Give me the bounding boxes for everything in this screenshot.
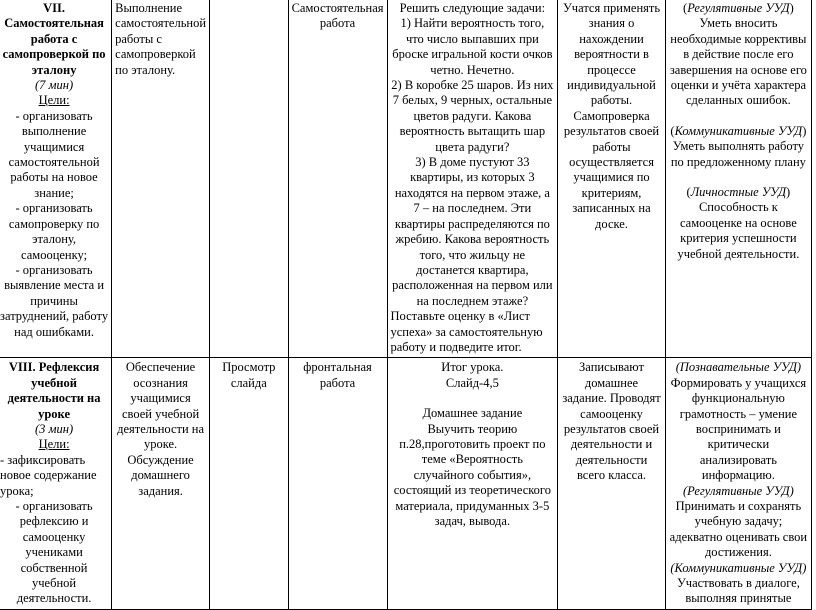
stage-cell: [0, 0, 112, 358]
uud-line: критерия успешности: [680, 231, 797, 246]
lesson-summary: Итог урока.: [441, 360, 504, 375]
teacher-activity-cell: [387, 0, 558, 358]
goal-item: - зафиксировать новое содержание урока;: [0, 452, 97, 498]
uud-line: функциональную: [691, 391, 785, 406]
uud-line: по предложенному плану: [670, 154, 806, 169]
teacher-aim-cell: [112, 0, 210, 358]
teacher-aim-text: Обеспечение осознания учащимися своей учебной деятельности на уроке. Обсуждение домашнего задания.: [117, 360, 205, 498]
resources-cell: [210, 0, 289, 358]
uud-line: Принимать и сохранять: [675, 499, 802, 513]
teacher-aim-cell: [112, 358, 210, 610]
work-form-text: Самостоятельная работа: [291, 1, 384, 31]
uud-line: анализировать: [699, 452, 777, 467]
uud-label: (Регулятивные УУД): [683, 483, 794, 498]
uud-line: Уметь вносить: [699, 16, 778, 31]
goals-label: Цели:: [38, 437, 70, 452]
goals-label: Цели:: [38, 93, 70, 108]
teacher-activity-cell: [387, 358, 558, 610]
stage-cell: [0, 358, 112, 610]
uud-line: адекватно оценивать свои: [669, 529, 808, 544]
task-item: 1) Найти вероятность того, что число выпавших при броске игральной кости очков четно. Нечетно.: [392, 16, 553, 77]
stage-time: (7 мин): [34, 78, 74, 93]
work-form-text: фронтальная работа: [303, 360, 372, 390]
uud-line: оценки и учёта характера: [670, 78, 807, 93]
uud-line: необходимые коррективы: [670, 31, 807, 46]
uud-line: выполняя принятые: [685, 591, 792, 606]
task-item: 2) В коробке 25 шаров. Из них 7 белых, 9 черных, остальные цветов радуги. Какова вероятность вытащить шар цвета радуги?: [391, 78, 554, 154]
homework-text: Выучить теорию п.28,проготовить проект по теме «Вероятность случайного события», состоящий из теоретического материала, придуманных 3-5 задач, вывода.: [393, 421, 551, 528]
tasks-outro: Поставьте оценку в «Лист успеха» за самостоятельную работу и подведите итог.: [390, 309, 543, 354]
uud-label: Регулятивные УУД: [687, 1, 790, 15]
uud-line: Участвовать в диалоге,: [676, 576, 800, 591]
teacher-aim-text: Выполнение самостоятельной работы с самопроверкой по эталону.: [115, 1, 207, 77]
uud-line: самооценке на основе: [679, 215, 797, 230]
student-activity-cell: [558, 0, 666, 358]
work-form-cell: [288, 0, 387, 358]
uud-line: информацию.: [701, 468, 775, 483]
uud-label: (Познавательные УУД): [675, 360, 802, 375]
uud-line: Уметь выполнять работу: [672, 139, 805, 154]
uud-line: учебной деятельности.: [677, 246, 800, 261]
uud-cell: [665, 358, 811, 610]
uud-line: сделанных ошибок.: [686, 93, 791, 108]
uud-label: Коммуникативные УУД: [674, 123, 803, 138]
stage-time: (3 мин): [34, 421, 74, 436]
table-row: [0, 358, 812, 610]
stage-title: VII. Самостоятельная работа с самопроверкой по эталону: [2, 1, 106, 77]
uud-line: Способность к: [698, 200, 778, 215]
uud-line: критически: [707, 437, 770, 452]
uud-line: достижения.: [704, 545, 772, 560]
goal-item: - организовать выявление места и причины затруднений, работу над ошибками.: [0, 262, 109, 339]
goal-item: - организовать выполнение учащимися самостоятельной работы на новое знание;: [8, 108, 100, 200]
stage-title: VIII. Рефлексия учебной деятельности на уроке: [7, 360, 101, 421]
uud-line: Формировать у учащихся: [670, 375, 807, 390]
uud-label: (Коммуникативные УУД): [670, 560, 807, 575]
work-form-cell: [288, 358, 387, 610]
student-activity-text: Записывают домашнее задание. Проводят самооценку результатов своей деятельности и деятельности всего класса.: [562, 360, 661, 483]
homework-title: Домашнее задание: [422, 406, 523, 421]
tasks-intro: Решить следующие задачи:: [399, 1, 546, 15]
goal-item: - организовать рефлексию и самооценку учениками собственной учебной деятельности.: [15, 499, 93, 606]
student-activity-text: Учатся применять знания о нахождении вероятности в процессе индивидуальной работы.: [562, 1, 661, 108]
uud-line: воспринимать и: [695, 421, 781, 436]
student-activity-text: Самопроверка результатов своей работы осуществляется учащимися по критериям, записанных на доске.: [563, 108, 660, 231]
goal-item: - организовать самопроверку по эталону, самооценку;: [8, 201, 100, 262]
uud-line: учебную задачу;: [694, 514, 783, 529]
student-activity-cell: [558, 358, 666, 610]
uud-line: грамотность – умение: [679, 406, 798, 421]
task-item: 3) В доме пустуют 33 квартиры, из которых 3 находятся на первом этаже, а 7 – на последнем. Эти квартиры распределяются по жребию. Какова вероятность того, что жильцу не достанется квартира, расположенная на первом или на последнем этаже?: [392, 155, 553, 308]
uud-line: в действие после его: [683, 47, 794, 62]
uud-line: завершения на основе его: [669, 62, 807, 77]
uud-cell: (Регулятивные УУД) Уметь вносить необходимые коррективы в действие после его завершения на основе его оценки и учёта характера сделанных ошибок. (Коммуникативные УУД) Уметь выполнять работу по предложенному плану (Личностные УУД) Способность к самооценке на основе критерия успешности учебной деятельности.: [665, 0, 811, 358]
slide-ref: Слайд-4,5: [445, 375, 499, 390]
resources-text: Просмотр слайда: [222, 360, 276, 390]
uud-label: Личностные УУД: [690, 185, 787, 200]
resources-cell: [210, 358, 289, 610]
